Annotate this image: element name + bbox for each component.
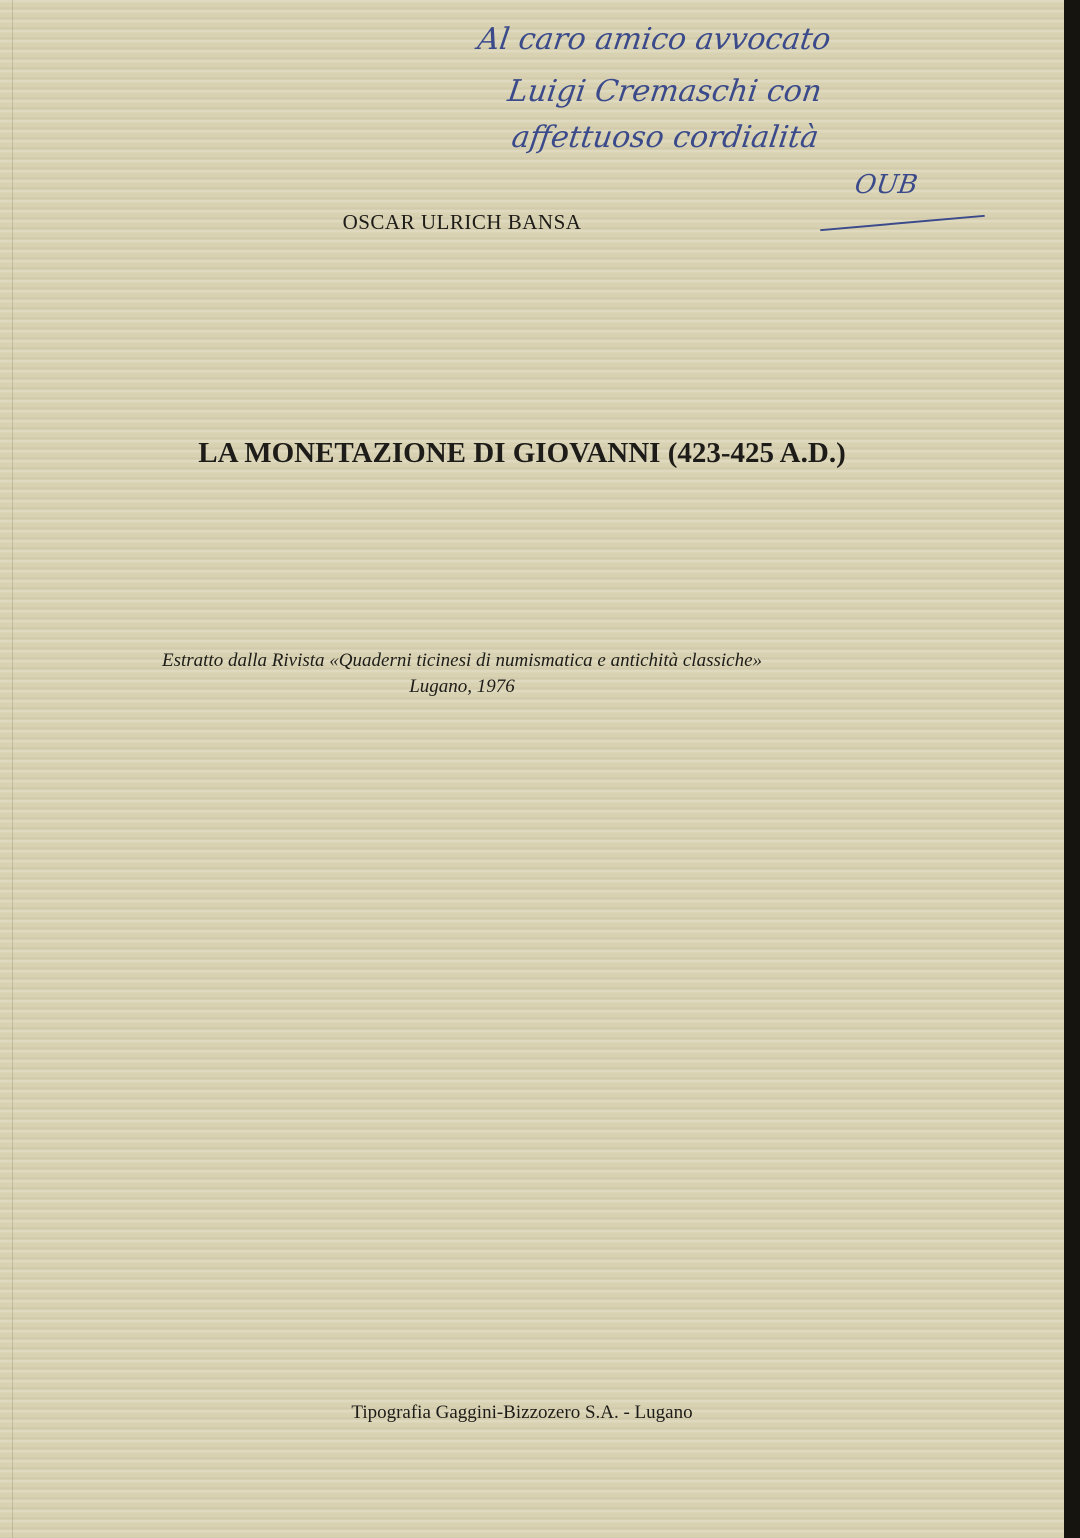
extract-note: [0, 648, 994, 700]
scan-edge: [1064, 0, 1080, 1538]
printer-imprint: Tipografia Gaggini-Bizzozero S.A. - Lugano: [351, 1402, 693, 1423]
dedication-line-2: Luigi Cremaschi con: [505, 74, 824, 109]
author-name: OSCAR ULRICH BANSA: [342, 210, 582, 234]
place-year: Lugano, 1976: [409, 676, 515, 697]
dedication-line-3: affettuoso cordialità: [509, 120, 821, 155]
dedication-line-1: Al caro amico avvocato: [475, 22, 833, 57]
book-title: LA MONETAZIONE DI GIOVANNI (423-425 A.D.): [198, 437, 846, 469]
signature: OUB: [852, 170, 920, 200]
extract-source: Estratto dalla Rivista «Quaderni ticinesi di numismatica e antichità classiche»: [161, 650, 763, 671]
